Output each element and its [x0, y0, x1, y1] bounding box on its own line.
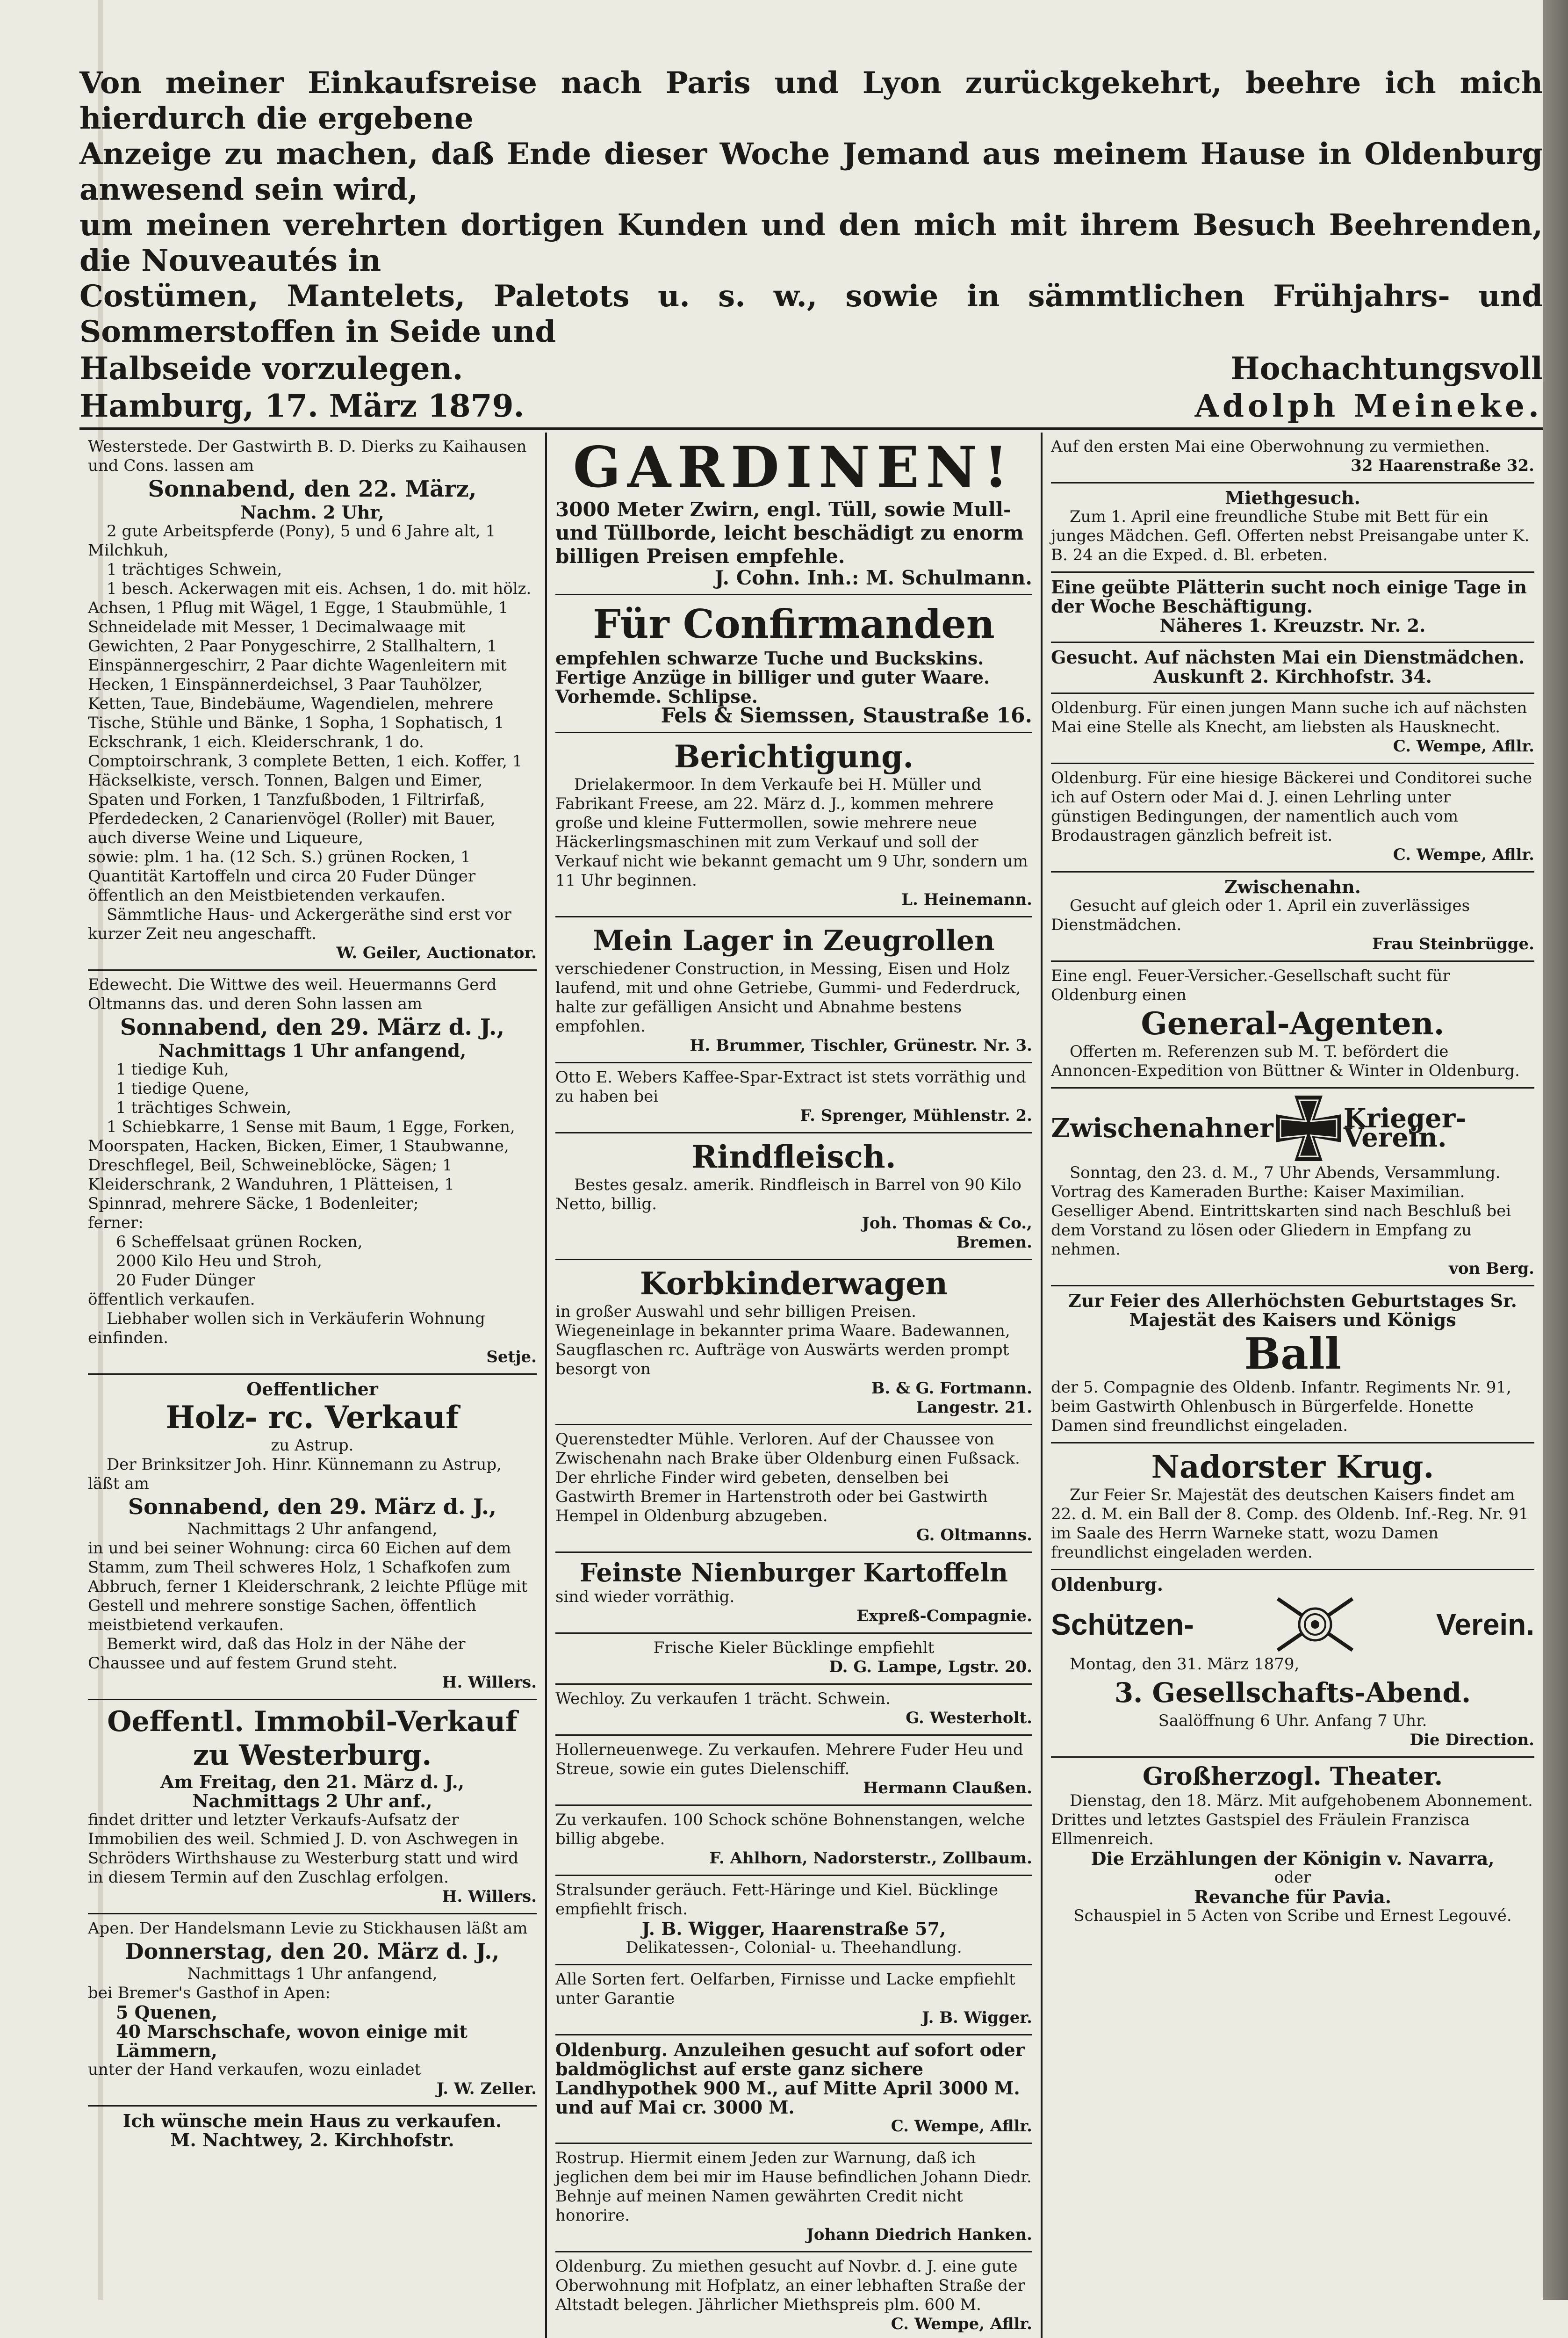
ad-schuetzen-verein — [1051, 1570, 1534, 1758]
ad-signature: Joh. Thomas & Co., — [862, 1214, 1032, 1233]
ad-time: Nachmittags 2 Uhr anf., — [192, 1790, 432, 1811]
ad-text: Sonntag, den 23. d. M., 7 Uhr Abends, Versammlung. Vortrag des Kameraden Burthe: Kaiser Maximilian. Geselliger Abend. Eintrittskarten sind nach Beschluß bei dem Vorstand zu lösen oder Gliedern in Empfang zu nehmen. — [1051, 1163, 1511, 1259]
ad-krieger-verein — [1051, 1089, 1534, 1286]
ad-text: 1 besch. Ackerwagen mit eis. Achsen, 1 do. mit hölz. Achsen, 1 Pflug mit Wägel, 1 Egge, 1 Staubmühle, 1 Schneidelade mit Messer, 1 Decimalwaage mit Gewichten, 2 Paar Ponygeschirre, 2 Stallhaltern, 1 Einspännergeschirr, 2 Paar dichte Wagenleitern mit Hecken, 1 Einspännerdeichsel, 3 Paar Tauhölzer, Ketten, Taue, Bindebäume, Wagendielen, mehrere Tische, Stühle und Bänke, 1 Sopha, 1 Sophatisch, 1 Eckschrank, 1 eich. Kleiderschrank, 1 do. Comptoirschrank, 3 complete Betten, 1 eich. Koffer, 1 Häckselkiste, versch. Tonnen, Balgen und Eimer, Spaten und Forken, 1 Tanzfußboden, 1 Filtrirfaß, Pferdedecken, 2 Canarienvögel (Roller) mit Bauer, auch diverse Weine und Liqueure, — [88, 579, 532, 847]
ad-nachtwey — [88, 2107, 537, 2156]
ad-rostrup — [555, 2144, 1032, 2252]
list-item: 1 tiedige Quene, — [116, 1079, 250, 1098]
ad-signature: F. Ahlhorn, Nadorsterstr., Zollbaum. — [709, 1849, 1032, 1868]
ad-signature: G. Westerholt. — [906, 1709, 1032, 1727]
ad-signature: Delikatessen-, Colonial- u. Theehandlung. — [626, 1938, 962, 1957]
ad-text: 3000 Meter Zwirn, engl. Tüll, sowie Mull- und Tüllborde, leicht beschädigt zu enorm billigen Preisen empfehle. — [555, 498, 1024, 568]
list-item: 5 Quenen, — [116, 2002, 218, 2023]
greeting-row — [79, 350, 1543, 387]
ad-westerburg — [88, 1700, 537, 1914]
list-item: 1 tiedige Kuh, — [116, 1060, 229, 1079]
ad-time: Nachmittags 2 Uhr anfangend, — [187, 1520, 438, 1538]
ad-text: Wechloy. Zu verkaufen 1 trächt. Schwein. — [555, 1689, 891, 1708]
ad-text: 1 Schiebkarre, 1 Sense mit Baum, 1 Egge, Forken, Moorspaten, Hacken, Bicken, Eimer, 1 Staubwanne, Dreschflegel, Beil, Schweineblöcke, Sägen; 1 Kleiderschrank, 2 Wanduhren, 1 Plätteisen, 1 Spinnrad, mehrere Säcke, 1 Bodenleiter; — [88, 1118, 515, 1213]
ad-signature: H. Willers. — [442, 1887, 537, 1906]
ad-headline: Mein Lager in Zeugrollen — [593, 924, 995, 957]
ad-wechloy — [555, 1685, 1032, 1736]
ad-text: Der Brinksitzer Joh. Hinr. Künnemann zu Astrup, läßt am — [88, 1455, 502, 1493]
ad-text: Eine geübte Plätterin sucht noch einige Tage in der Woche Beschäftigung. — [1051, 577, 1527, 617]
ad-zeugrollen — [555, 917, 1032, 1063]
ad-headline: Nadorster Krug. — [1151, 1449, 1434, 1485]
text-line: Von meiner Einkaufsreise nach Paris und Lyon zurückgekehrt, beehre ich mich hierdurch die ergebene — [79, 65, 1543, 136]
ad-headline: Zwischenahn. — [1224, 876, 1361, 897]
text-line: Halbseide vorzulegen. — [79, 350, 463, 387]
list-item: 6 Scheffelsaat grünen Rocken, — [116, 1233, 363, 1251]
ad-lehrling — [1051, 764, 1534, 873]
ad-text: Apen. Der Handelsmann Levie zu Stickhausen läßt am — [88, 1919, 528, 1938]
ad-signature: C. Wempe, Afllr. — [891, 2117, 1032, 2136]
ad-rindfleisch — [555, 1133, 1032, 1260]
ad-oelfarben — [555, 1965, 1032, 2035]
ad-time: Nachmittags 1 Uhr anfangend, — [187, 1964, 438, 1983]
ad-signature: Hermann Claußen. — [863, 1779, 1032, 1797]
ad-text: Otto E. Webers Kaffee-Spar-Extract ist stets vorräthig und zu haben bei — [555, 1068, 1026, 1106]
ad-time: Nachm. 2 Uhr, — [240, 502, 384, 523]
ad-bohnenstangen — [555, 1806, 1032, 1876]
ad-headline: Oeffentl. Immobil-Verkauf zu Westerburg. — [107, 1705, 518, 1772]
ad-gardinen — [555, 433, 1032, 595]
signature: Adolph Meineke. — [1194, 388, 1543, 424]
ad-headline: Schützen- — [1051, 1607, 1194, 1641]
ad-text: Bestes gesalz. amerik. Rindfleisch in Barrel von 90 Kilo Netto, billig. — [555, 1176, 1021, 1213]
ad-signature: Expreß-Compagnie. — [856, 1607, 1032, 1625]
ad-text: öffentlich verkaufen. — [88, 1290, 255, 1309]
ad-date: Sonnabend, den 29. März d. J., — [120, 1014, 505, 1040]
ad-headline: Verein. — [1436, 1607, 1534, 1641]
ad-text: Frische Kieler Bücklinge empfiehlt — [653, 1638, 935, 1657]
column-1 — [79, 433, 547, 2338]
ad-headline: Rindfleisch. — [691, 1139, 896, 1175]
ad-text: 2 gute Arbeitspferde (Pony), 5 und 6 Jahre alt, 1 Milchkuh, — [88, 522, 496, 560]
ad-westerstede — [88, 433, 537, 971]
emblem-row — [1051, 1594, 1534, 1655]
ad-headline: Krieger-Verein. — [1343, 1103, 1467, 1153]
text-line: um meinen verehrten dortigen Kunden und den mich mit ihrem Besuch Beehrenden, die Nouveautés in — [79, 208, 1543, 278]
ad-signature: W. Geiler, Auctionator. — [336, 944, 537, 962]
ad-theater — [1051, 1758, 1534, 1932]
ad-text: verschiedener Construction, in Messing, Eisen und Holz laufend, mit und ohne Getriebe, Gummi- und Federdruck, halte zur gefälligen Ansicht und Abnahme bestens empfohlen. — [555, 960, 1021, 1036]
ad-text: 1 trächtiges Schwein, — [107, 560, 282, 579]
ad-headline: Berichtigung. — [674, 738, 914, 775]
ad-time: Nachmittags 1 Uhr anfangend, — [158, 1040, 467, 1061]
ad-signature: J. Cohn. Inh.: M. Schulmann. — [714, 566, 1032, 589]
ad-signature: J. B. Wigger. — [922, 2008, 1032, 2027]
ad-headline: Für Confirmanden — [593, 601, 995, 647]
ad-text: Eine engl. Feuer-Versicher.-Gesellschaft sucht für Oldenburg einen — [1051, 967, 1450, 1004]
ad-signature: D. G. Lampe, Lgstr. 20. — [829, 1658, 1032, 1676]
ad-miethgesuch — [1051, 483, 1534, 573]
ad-text: Zu verkaufen. 100 Schock schöne Bohnenstangen, welche billig abgebe. — [555, 1811, 1025, 1848]
ad-haeringe — [555, 1876, 1032, 1965]
ad-signature: H. Brummer, Tischler, Grünestr. Nr. 3. — [690, 1036, 1032, 1055]
ad-text: Zum 1. April eine freundliche Stube mit Bett für ein junges Mädchen. Gefl. Offerten nebst Preisangabe unter K. B. 24 an die Exped. d. Bl. erbeten. — [1051, 507, 1530, 564]
ad-signature: J. B. Wigger, Haarenstraße 57, — [641, 1918, 946, 1939]
ad-edewecht — [88, 971, 537, 1375]
ad-signature: G. Oltmanns. — [916, 1526, 1032, 1544]
ad-confirmanden — [555, 595, 1032, 733]
ad-signature: B. & G. Fortmann. — [871, 1379, 1032, 1398]
ad-headline: Holz- rc. Verkauf — [165, 1399, 459, 1436]
ad-signature: C. Wempe, Afllr. — [891, 2315, 1032, 2333]
ad-kartoffeln — [555, 1553, 1032, 1634]
ad-text: Drielakermoor. In dem Verkaufe bei H. Müller und Fabrikant Freese, am 22. März d. J., kommen mehrere große und kleine Futtermollen, sowie mehrere neue Häckerlingsmaschinen mit zum Verkauf und soll der Verkauf nicht wie bekannt gemacht um 9 Uhr, sondern um 11 Uhr beginnen. — [555, 775, 1028, 890]
ad-text: Zur Feier des Allerhöchsten Geburtstages Sr. Majestät des Kaisers und Königs — [1068, 1290, 1517, 1330]
ad-plaetterin — [1051, 573, 1534, 643]
ad-headline: GARDINEN! — [573, 434, 1015, 500]
ad-text: Die Erzählungen der Königin v. Navarra, — [1091, 1848, 1495, 1869]
ad-date: Am Freitag, den 21. März d. J., — [160, 1771, 465, 1792]
ad-signature: Setje. — [486, 1348, 537, 1366]
place-date: Hamburg, 17. März 1879. — [79, 388, 525, 424]
ad-hollerneuenwege — [555, 1736, 1032, 1806]
ad-headline: Ball — [1244, 1328, 1341, 1379]
iron-cross-icon — [1273, 1093, 1344, 1163]
ad-berichtigung — [555, 733, 1032, 917]
ad-text: Oldenburg. Für einen jungen Mann suche ich auf nächsten Mai eine Stelle als Knecht, am liebsten als Hausknecht. — [1051, 699, 1527, 736]
ad-dienstmaedchen — [1051, 643, 1534, 694]
ad-headline: General-Agenten. — [1141, 1005, 1445, 1042]
ad-text: unter der Hand verkaufen, wozu einladet — [88, 2060, 421, 2079]
ad-text: Oldenburg. Zu miethen gesucht auf Novbr. d. J. eine gute Oberwohnung mit Hofplatz, an einer lebhaften Straße der Altstadt belegen. Jährlicher Miethspreis plm. 600 M. — [555, 2257, 1025, 2314]
columns — [79, 433, 1543, 2338]
ad-text: sowie: plm. 1 ha. (12 Sch. S.) grünen Rocken, 1 Quantität Kartoffeln und circa 20 Fuder Dünger öffentlich an den Meistbietenden verkaufen. — [88, 848, 476, 905]
ad-text: Gesucht auf gleich oder 1. April ein zuverlässiges Dienstmädchen. — [1051, 896, 1470, 934]
ad-text: Schauspiel in 5 Acten von Scribe und Ernest Legouvé. — [1073, 1906, 1512, 1925]
divider — [79, 427, 1543, 430]
ad-signature: von Berg. — [1449, 1259, 1534, 1278]
ad-astrup — [88, 1375, 537, 1700]
ad-text: Dienstag, den 18. März. Mit aufgehobenem Abonnement. Drittes und letztes Gastspiel des Fräulein Franzisca Ellmenreich. — [1051, 1791, 1533, 1848]
greeting: Hochachtungsvoll — [1230, 350, 1543, 387]
ad-headline: Zwischenahner — [1051, 1112, 1273, 1144]
ad-text: bei Bremer's Gasthof in Apen: — [88, 1984, 331, 2002]
ad-signature: F. Sprenger, Mühlenstr. 2. — [800, 1106, 1032, 1125]
binding-shadow — [1543, 0, 1568, 2300]
ad-text: Ich wünsche mein Haus zu verkaufen. — [122, 2110, 502, 2131]
ad-text: Hollerneuenwege. Zu verkaufen. Mehrere Fuder Heu und Streue, sowie ein gutes Dielenschiff. — [555, 1740, 1023, 1778]
ad-zwischenahn — [1051, 873, 1534, 962]
ad-subhead: zu Astrup. — [271, 1436, 354, 1455]
signature-row — [79, 387, 1543, 425]
ad-buecklinge — [555, 1634, 1032, 1685]
ad-apen — [88, 1914, 537, 2107]
ad-headline: Korbkinderwagen — [640, 1265, 948, 1302]
ad-text: Stralsunder geräuch. Fett-Häringe und Kiel. Bücklinge empfiehlt frisch. — [555, 1881, 999, 1919]
ad-signature: L. Heinemann. — [901, 890, 1032, 909]
ad-text: Näheres 1. Kreuzstr. Nr. 2. — [1159, 615, 1426, 636]
ad-signature: Fels & Siemssen, Staustraße 16. — [661, 704, 1032, 728]
ad-text: ferner: — [88, 1213, 144, 1232]
column-2 — [547, 433, 1043, 2338]
ad-verloren — [555, 1425, 1032, 1553]
list-item: 2000 Kilo Heu und Stroh, — [116, 1252, 322, 1270]
ad-hausknecht — [1051, 694, 1534, 764]
emblem-row — [1051, 1093, 1534, 1163]
ad-headline: Miethgesuch. — [1225, 487, 1360, 508]
ad-general-agenten — [1051, 962, 1534, 1089]
ad-text: Sämmtliche Haus- und Ackergeräthe sind erst vor kurzer Zeit neu angeschafft. — [88, 905, 511, 943]
list-item: 1 trächtiges Schwein, — [116, 1098, 292, 1117]
ad-text: Gesucht. Auf nächsten Mai ein Dienstmädchen. — [1051, 647, 1525, 668]
ad-signature: C. Wempe, Afllr. — [1393, 845, 1534, 864]
ad-text: Bemerkt wird, daß das Holz in der Nähe der Chaussee und auf festem Grund steht. — [88, 1635, 466, 1673]
ad-anzuleihen — [555, 2035, 1032, 2144]
ad-signature: J. W. Zeller. — [436, 2079, 537, 2098]
ad-text: Edewecht. Die Wittwe des weil. Heuermanns Gerd Oltmanns das. und deren Sohn lassen am — [88, 975, 497, 1013]
ad-text: Zur Feier Sr. Majestät des deutschen Kaisers findet am 22. d. M. ein Ball der 8. Comp. des Oldenb. Inf.-Reg. Nr. 91 im Saale des Herrn Warneke statt, wozu Damen freundlichst eingeladen werden. — [1051, 1486, 1529, 1562]
ad-text: Saalöffnung 6 Uhr. Anfang 7 Uhr. — [1158, 1711, 1427, 1730]
ad-text: empfehlen schwarze Tuche und Buckskins. Fertige Anzüge in billiger und guter Waare. Vorhemde. Schlipse. — [555, 648, 990, 707]
meineke-advertisement — [79, 65, 1543, 425]
ad-text: Montag, den 31. März 1879, — [1070, 1655, 1300, 1674]
ad-signature: Bremen. — [956, 1233, 1032, 1252]
ad-date: Sonnabend, den 29. März d. J., — [128, 1494, 497, 1519]
ad-headline: Feinste Nienburger Kartoffeln — [579, 1558, 1008, 1588]
ad-signature: 32 Haarenstraße 32. — [1351, 456, 1534, 475]
ad-signature: Frau Steinbrügge. — [1372, 935, 1534, 953]
target-rifles-icon — [1273, 1594, 1357, 1655]
ad-korbkinderwagen — [555, 1260, 1032, 1425]
ad-kicker: Oldenburg. — [1051, 1574, 1163, 1595]
ad-text: Westerstede. Der Gastwirth B. D. Dierks zu Kaihausen und Cons. lassen am — [88, 437, 527, 475]
ad-text: Querenstedter Mühle. Verloren. Auf der Chaussee von Zwischenahn nach Brake über Oldenburg einen Fußsack. Der ehrliche Finder wird gebeten, denselben bei Gastwirth Bremer in Hartenstroth oder bei Gastwirth Hempel in Oldenburg abzugeben. — [555, 1430, 1020, 1525]
ad-oberwohnung — [1051, 433, 1534, 483]
list-item: 40 Marschschafe, wovon einige mit Lämmern, — [116, 2021, 468, 2061]
ad-text: Liebhaber wollen sich in Verkäuferin Wohnung einfinden. — [88, 1309, 485, 1347]
ad-signature: Langestr. 21. — [916, 1398, 1032, 1417]
ad-text: Oldenburg. Für eine hiesige Bäckerei und Conditorei suche ich auf Ostern oder Mai d. J. einen Lehrling unter günstigen Bedingungen, der namentlich auch vom Brodaustragen gänzlich befreit ist. — [1051, 769, 1532, 845]
ad-text: in und bei seiner Wohnung: circa 60 Eichen auf dem Stamm, zum Theil schweres Holz, 1 Schafkofen zum Abbruch, ferner 1 Kleiderschrank, 2 leichte Pflüge mit Gestell und mehrere sonstige Sachen, öffentlich meistbietend verkaufen. — [88, 1539, 528, 1634]
ad-headline: 3. Gesellschafts-Abend. — [1114, 1677, 1471, 1709]
ad-text: Oldenburg. Anzuleihen gesucht auf sofort oder baldmöglichst auf erste ganz sichere Landhypothek 900 M., auf Mitte April 3000 M. und auf Mai cr. 3000 M. — [555, 2039, 1025, 2118]
ad-text: in großer Auswahl und sehr billigen Preisen. Wiegeneinlage in bekannter prima Waare. Badewannen, Saugflaschen rc. Aufträge von Auswärts werden prompt besorgt von — [555, 1302, 1010, 1378]
ad-ball — [1051, 1286, 1534, 1443]
ad-miethen — [555, 2252, 1032, 2338]
ad-signature: C. Wempe, Afllr. — [1393, 737, 1534, 756]
column-3 — [1043, 433, 1543, 2338]
ad-signature: M. Nachtwey, 2. Kirchhofstr. — [170, 2129, 454, 2150]
newspaper-page — [79, 65, 1543, 2333]
ad-kicker: Oeffentlicher — [246, 1378, 378, 1400]
ad-text: oder — [1274, 1868, 1311, 1887]
ad-date: Donnerstag, den 20. März d. J., — [125, 1939, 500, 1964]
ad-text: Rostrup. Hiermit einem Jeden zur Warnung, daß ich jeglichen dem bei mir im Hause befindlichen Johann Diedr. Behnje auf meinen Namen gewährten Credit nicht honorire. — [555, 2149, 1032, 2225]
ad-text: Auskunft 2. Kirchhofstr. 34. — [1153, 666, 1432, 687]
ad-text: findet dritter und letzter Verkaufs-Aufsatz der Immobilien des weil. Schmied J. D. von Aschwegen in Schröders Wirthshause zu Westerburg statt und wird in diesem Termin auf den Zuschlag erfolgen. — [88, 1811, 519, 1887]
ad-nadorster-krug — [1051, 1443, 1534, 1570]
ad-signature: H. Willers. — [442, 1673, 537, 1692]
ad-text: Alle Sorten fert. Oelfarben, Firnisse und Lacke empfiehlt unter Garantie — [555, 1970, 1015, 2008]
ad-headline: Großherzogl. Theater. — [1143, 1762, 1443, 1791]
text-line: Anzeige zu machen, daß Ende dieser Woche Jemand aus meinem Hause in Oldenburg anwesend sein wird, — [79, 137, 1543, 207]
ad-kaffee-extract — [555, 1063, 1032, 1133]
ad-text: Offerten m. Referenzen sub M. T. befördert die Annoncen-Expedition von Büttner & Winter in Oldenburg. — [1051, 1042, 1520, 1080]
text-line: Costümen, Mantelets, Paletots u. s. w., sowie in sämmtlichen Frühjahrs- und Sommerstoffen in Seide und — [79, 279, 1543, 349]
ad-text: sind wieder vorräthig. — [555, 1588, 735, 1606]
ad-signature: Die Direction. — [1410, 1731, 1534, 1749]
ad-signature: Johann Diedrich Hanken. — [806, 2225, 1032, 2244]
ad-date: Sonnabend, den 22. März, — [148, 476, 477, 502]
ad-text: Auf den ersten Mai eine Oberwohnung zu vermiethen. — [1051, 437, 1490, 456]
list-item: 20 Fuder Dünger — [116, 1271, 255, 1290]
ad-text: Revanche für Pavia. — [1194, 1886, 1392, 1907]
ad-text: der 5. Compagnie des Oldenb. Infantr. Regiments Nr. 91, beim Gastwirth Ohlenbusch in Bürgerfelde. Honette Damen sind freundlichst eingeladen. — [1051, 1378, 1511, 1435]
